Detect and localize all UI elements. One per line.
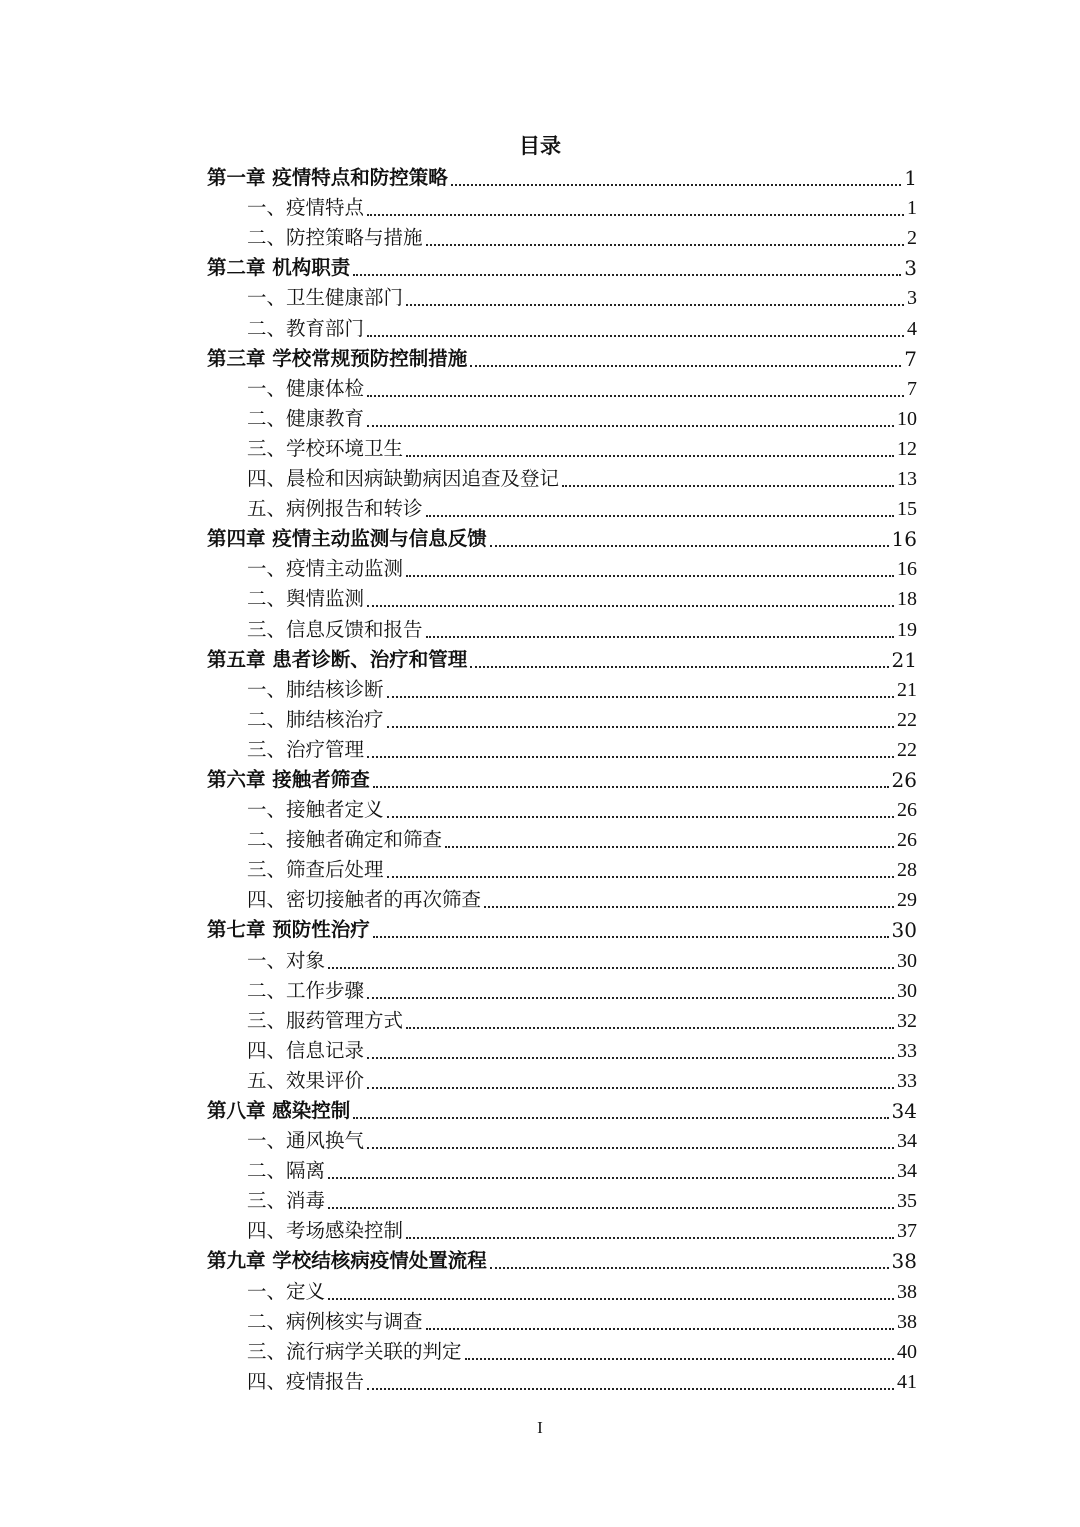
dot-leader <box>367 1086 894 1089</box>
toc-entry-page-number: 7 <box>904 346 917 371</box>
page-number: I <box>537 1418 543 1437</box>
dot-leader <box>367 1387 894 1390</box>
toc-entry-label: 第九章 学校结核病疫情处置流程 <box>207 1249 487 1273</box>
dot-leader <box>328 1176 894 1179</box>
toc-section-entry[interactable] <box>207 705 917 735</box>
toc-section-entry[interactable] <box>207 1216 917 1246</box>
toc-entry-page-number: 38 <box>897 1310 917 1333</box>
dot-leader <box>445 845 894 848</box>
toc-section-entry[interactable] <box>207 1126 917 1156</box>
toc-entry-label: 三、服药管理方式 <box>247 1008 404 1032</box>
toc-entry-label: 四、密切接触者的再次筛查 <box>247 888 482 912</box>
toc-entry-label: 一、通风换气 <box>247 1129 365 1153</box>
dot-leader <box>367 1146 894 1149</box>
dot-leader <box>426 635 894 638</box>
toc-entry-page-number: 40 <box>897 1340 917 1363</box>
toc-entry-page-number: 2 <box>907 227 917 250</box>
toc-section-entry[interactable] <box>207 554 917 584</box>
toc-entry-page-number: 26 <box>897 829 917 852</box>
toc-entry-page-number: 34 <box>891 1099 917 1123</box>
toc-entry-label: 二、防控策略与措施 <box>247 226 423 250</box>
toc-entry-page-number: 15 <box>897 498 917 521</box>
dot-leader <box>406 574 894 577</box>
toc-entry-label: 二、隔离 <box>247 1159 326 1183</box>
toc-chapter-entry[interactable] <box>207 253 917 283</box>
toc-entry-label: 二、病例核实与调查 <box>247 1309 423 1333</box>
toc-section-entry[interactable] <box>207 1036 917 1066</box>
dot-leader <box>387 875 894 878</box>
dot-leader <box>484 905 894 908</box>
toc-entry-page-number: 4 <box>907 317 917 340</box>
toc-entry-label: 第二章 机构职责 <box>207 256 351 280</box>
toc-entry-page-number: 16 <box>897 558 917 581</box>
toc-section-entry[interactable] <box>207 1186 917 1216</box>
toc-entry-page-number: 21 <box>897 678 917 701</box>
toc-section-entry[interactable] <box>207 494 917 524</box>
toc-section-entry[interactable] <box>207 223 917 253</box>
dot-leader <box>470 364 901 367</box>
toc-entry-page-number: 21 <box>891 647 917 672</box>
toc-entry-label: 一、疫情特点 <box>247 196 365 220</box>
toc-entry-label: 四、考场感染控制 <box>247 1219 404 1243</box>
toc-entry-page-number: 32 <box>897 1009 917 1032</box>
toc-entry-page-number: 22 <box>897 708 917 731</box>
toc-section-entry[interactable] <box>207 584 917 614</box>
toc-chapter-entry[interactable] <box>207 645 917 675</box>
toc-entry-page-number: 12 <box>897 437 917 460</box>
toc-entry-label: 第七章 预防性治疗 <box>207 918 370 942</box>
toc-section-entry[interactable] <box>207 885 917 915</box>
toc-entry-page-number: 29 <box>897 889 917 912</box>
dot-leader <box>387 815 894 818</box>
dot-leader <box>406 454 894 457</box>
toc-entry-page-number: 28 <box>897 859 917 882</box>
toc-entry-label: 一、接触者定义 <box>247 798 384 822</box>
toc-entry-label: 第三章 学校常规预防控制措施 <box>207 346 468 370</box>
dot-leader <box>426 514 894 517</box>
toc-entry-page-number: 35 <box>897 1190 917 1213</box>
toc-chapter-entry[interactable] <box>207 915 917 945</box>
toc-section-entry[interactable] <box>207 313 917 343</box>
toc-section-entry[interactable] <box>207 795 917 825</box>
toc-entry-label: 一、肺结核诊断 <box>247 677 384 701</box>
dot-leader <box>490 1266 889 1269</box>
toc-title: 目录 <box>519 134 561 158</box>
toc-entry-label: 二、接触者确定和筛查 <box>247 828 443 852</box>
toc-entry-label: 三、治疗管理 <box>247 737 365 761</box>
dot-leader <box>387 695 894 698</box>
dot-leader <box>367 424 894 427</box>
toc-entry-label: 二、健康教育 <box>247 406 365 430</box>
toc-section-entry[interactable] <box>207 1066 917 1096</box>
toc-entry-page-number: 30 <box>897 979 917 1002</box>
dot-leader <box>367 334 904 337</box>
dot-leader <box>406 1236 894 1239</box>
toc-section-entry[interactable] <box>207 735 917 765</box>
dot-leader <box>367 1056 894 1059</box>
toc-section-entry[interactable] <box>207 374 917 404</box>
toc-entry-label: 二、工作步骤 <box>247 978 365 1002</box>
toc-entry-page-number: 33 <box>897 1069 917 1092</box>
toc-section-entry[interactable] <box>207 404 917 434</box>
toc-entry-page-number: 38 <box>891 1249 917 1274</box>
toc-section-entry[interactable] <box>207 1367 917 1397</box>
toc-entry-page-number: 19 <box>897 618 917 641</box>
toc-section-entry[interactable] <box>207 855 917 885</box>
toc-entry-label: 三、信息反馈和报告 <box>247 617 423 641</box>
dot-leader <box>406 1026 894 1029</box>
toc-section-entry[interactable] <box>207 614 917 644</box>
toc-entry-label: 四、疫情报告 <box>247 1369 365 1393</box>
toc-entry-label: 第五章 患者诊断、治疗和管理 <box>207 647 468 671</box>
toc-entry-page-number: 26 <box>897 799 917 822</box>
toc-entry-label: 二、舆情监测 <box>247 587 365 611</box>
toc-section-entry[interactable] <box>207 283 917 313</box>
dot-leader <box>353 1116 888 1119</box>
toc-entry-page-number: 38 <box>897 1280 917 1303</box>
toc-entry-page-number: 30 <box>897 949 917 972</box>
toc-chapter-entry[interactable] <box>207 765 917 795</box>
toc-entry-page-number: 41 <box>897 1370 917 1393</box>
toc-section-entry[interactable] <box>207 825 917 855</box>
toc-entry-page-number: 13 <box>897 468 917 491</box>
toc-entry-label: 四、晨检和因病缺勤病因追查及登记 <box>247 467 560 491</box>
toc-section-entry[interactable] <box>207 675 917 705</box>
dot-leader <box>373 785 889 788</box>
toc-section-entry[interactable] <box>207 1307 917 1337</box>
dot-leader <box>328 966 894 969</box>
dot-leader <box>406 303 904 306</box>
dot-leader <box>367 394 904 397</box>
toc-section-entry[interactable] <box>207 1337 917 1367</box>
toc-chapter-entry[interactable] <box>207 1246 917 1276</box>
toc-entry-label: 三、学校环境卫生 <box>247 436 404 460</box>
toc-section-entry[interactable] <box>207 945 917 975</box>
toc-entry-page-number: 1 <box>904 166 917 191</box>
dot-leader <box>465 1357 894 1360</box>
toc-entry-label: 三、筛查后处理 <box>247 858 384 882</box>
toc-entry-label: 四、信息记录 <box>247 1038 365 1062</box>
dot-leader <box>328 1206 894 1209</box>
toc-entry-label: 第六章 接触者筛查 <box>207 767 370 791</box>
toc-section-entry[interactable] <box>207 464 917 494</box>
toc-section-entry[interactable] <box>207 193 917 223</box>
toc-chapter-entry[interactable] <box>207 524 917 554</box>
toc-entry-label: 第四章 疫情主动监测与信息反馈 <box>207 527 487 551</box>
toc-entry-page-number: 33 <box>897 1039 917 1062</box>
toc-entry-label: 二、肺结核治疗 <box>247 707 384 731</box>
dot-leader <box>387 725 894 728</box>
toc-entry-page-number: 16 <box>891 527 917 552</box>
toc-entry-label: 一、疫情主动监测 <box>247 557 404 581</box>
toc-section-entry[interactable] <box>207 1156 917 1186</box>
toc-chapter-entry[interactable] <box>207 1096 917 1126</box>
toc-entry-label: 五、效果评价 <box>247 1068 365 1092</box>
toc-chapter-entry[interactable] <box>207 344 917 374</box>
toc-entry-label: 第八章 感染控制 <box>207 1099 351 1122</box>
toc-entry-label: 一、健康体检 <box>247 376 365 400</box>
dot-leader <box>353 273 901 276</box>
toc-entry-label: 二、教育部门 <box>247 316 365 340</box>
dot-leader <box>426 1327 894 1330</box>
toc-entry-label: 五、病例报告和转诊 <box>247 497 423 521</box>
toc-entry-page-number: 34 <box>897 1160 917 1183</box>
toc-entry-page-number: 3 <box>907 287 917 310</box>
dot-leader <box>470 665 888 668</box>
toc-entry-page-number: 37 <box>897 1220 917 1243</box>
toc-section-entry[interactable] <box>207 1006 917 1036</box>
dot-leader <box>426 243 904 246</box>
dot-leader <box>328 1297 894 1300</box>
toc-section-entry[interactable] <box>207 434 917 464</box>
toc-entry-page-number: 34 <box>897 1130 917 1153</box>
dot-leader <box>367 604 894 607</box>
dot-leader <box>367 755 894 758</box>
toc-entry-label: 三、流行病学关联的判定 <box>247 1339 462 1363</box>
table-of-contents <box>207 163 917 1397</box>
dot-leader <box>562 484 894 487</box>
toc-entry-label: 三、消毒 <box>247 1189 326 1213</box>
toc-section-entry[interactable] <box>207 976 917 1006</box>
toc-section-entry[interactable] <box>207 1276 917 1306</box>
toc-entry-page-number: 26 <box>891 767 917 792</box>
toc-entry-page-number: 22 <box>897 738 917 761</box>
dot-leader <box>451 183 901 186</box>
toc-entry-page-number: 18 <box>897 588 917 611</box>
toc-entry-label: 一、对象 <box>247 948 326 972</box>
toc-entry-page-number: 3 <box>904 256 917 281</box>
toc-entry-label: 一、卫生健康部门 <box>247 286 404 310</box>
dot-leader <box>490 544 889 547</box>
dot-leader <box>373 935 889 938</box>
toc-entry-page-number: 30 <box>891 918 917 943</box>
toc-chapter-entry[interactable] <box>207 163 917 193</box>
toc-entry-label: 一、定义 <box>247 1279 326 1303</box>
dot-leader <box>367 996 894 999</box>
toc-entry-page-number: 10 <box>897 407 917 430</box>
toc-entry-label: 第一章 疫情特点和防控策略 <box>207 166 448 190</box>
toc-entry-page-number: 1 <box>907 197 917 220</box>
toc-entry-page-number: 7 <box>907 377 917 400</box>
dot-leader <box>367 213 904 216</box>
